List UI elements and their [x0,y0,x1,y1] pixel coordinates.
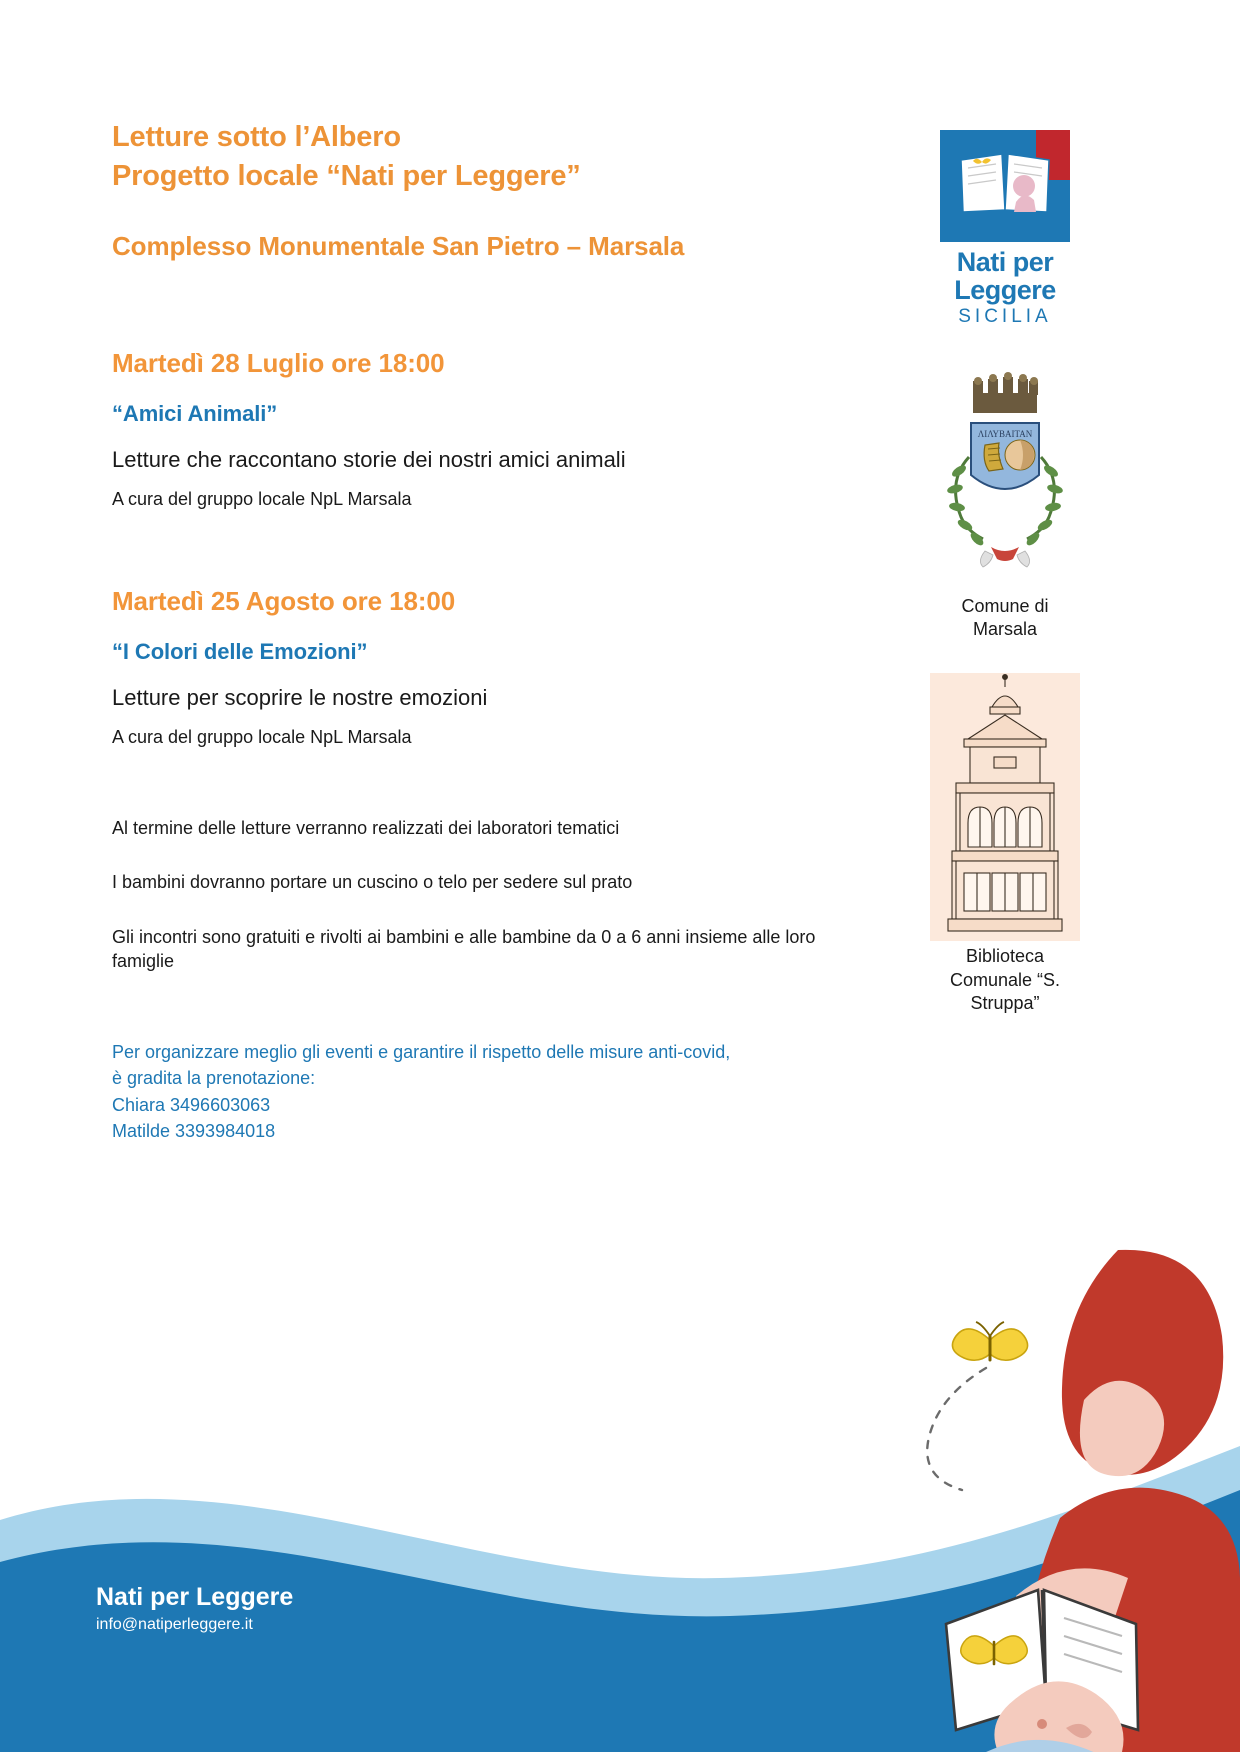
notes-section [112,816,816,973]
butterfly-icon [952,1322,1027,1360]
library-building-icon [930,673,1080,941]
crest-motto: ΛΙΛΥΒΑΙΤΑΝ [977,428,1033,439]
contact-intro-line-1: Per organizzare meglio gli eventi e garantire il rispetto delle misure anti-covid, [112,1042,731,1063]
title-line-2: Progetto locale “Nati per Leggere” [112,159,581,192]
comune-marsala-logo [880,371,1130,642]
npl-word-1: Nati per [956,247,1054,277]
comune-caption [880,595,1130,642]
reading-figures-illustration [946,1250,1240,1752]
contact-person-2: Matilde 3393984018 [112,1120,276,1141]
biblioteca-caption-line-3: Struppa” [970,993,1040,1014]
logo-sidebar [880,130,1130,1016]
event-date-1: Martedì 28 Luglio ore 18:00 [112,348,445,379]
contact-intro-line-2: è gradita la prenotazione: [112,1068,316,1089]
event-description-2: Letture per scoprire le nostre emozioni [112,685,488,711]
npl-logo-mark [940,130,1070,242]
note-item: I bambini dovranno portare un cuscino o telo per sedere sul prato [112,872,633,893]
biblioteca-caption-line-2: Comunale “S. [949,969,1061,990]
footer-brand: Nati per Leggere [96,1583,294,1611]
npl-logo-wordmark [933,248,1078,327]
npl-word-sicilia: SICILIA [958,305,1052,327]
event-title-1: “Amici Animali” [112,401,278,427]
nati-per-leggere-logo [933,130,1078,327]
biblioteca-caption [880,945,1130,1015]
event-description-1: Letture che raccontano storie dei nostri amici animali [112,447,626,473]
butterfly-trail [927,1368,986,1490]
footer-brand-block [96,1583,293,1634]
main-content [112,118,816,1144]
event-title-2: “I Colori delle Emozioni” [112,639,368,665]
title-line-1: Letture sotto l’Albero [112,121,401,153]
biblioteca-caption-line-1: Biblioteca [965,946,1045,967]
footer-email: info@natiperleggere.it [96,1616,253,1633]
event-date-2: Martedì 25 Agosto ore 18:00 [112,586,456,617]
comune-crest-icon [925,371,1085,586]
event-curator-1: A cura del gruppo locale NpL Marsala [112,489,412,510]
biblioteca-building-image [930,673,1080,941]
event-curator-2: A cura del gruppo locale NpL Marsala [112,727,412,748]
comune-caption-line-1: Comune di [961,595,1049,616]
comune-caption-line-2: Marsala [972,619,1038,640]
contact-person-1: Chiara 3496603063 [112,1094,271,1115]
event-block-1 [112,348,812,510]
event-block-2 [112,586,812,748]
venue-subtitle: Complesso Monumentale San Pietro – Marsala [112,231,685,262]
open-book-icon [958,150,1052,216]
footer-wave [0,1232,1240,1752]
note-item: Gli incontri sono gratuiti e rivolti ai bambini e alle bambine da 0 a 6 anni insieme alle loro famiglie [112,926,816,972]
footer-graphic [0,1232,1240,1752]
biblioteca-logo [880,673,1130,1015]
contact-section [112,1039,812,1143]
npl-word-2: Leggere [954,275,1056,306]
page-title [112,118,812,195]
note-item: Al termine delle letture verranno realizzati dei laboratori tematici [112,818,620,839]
